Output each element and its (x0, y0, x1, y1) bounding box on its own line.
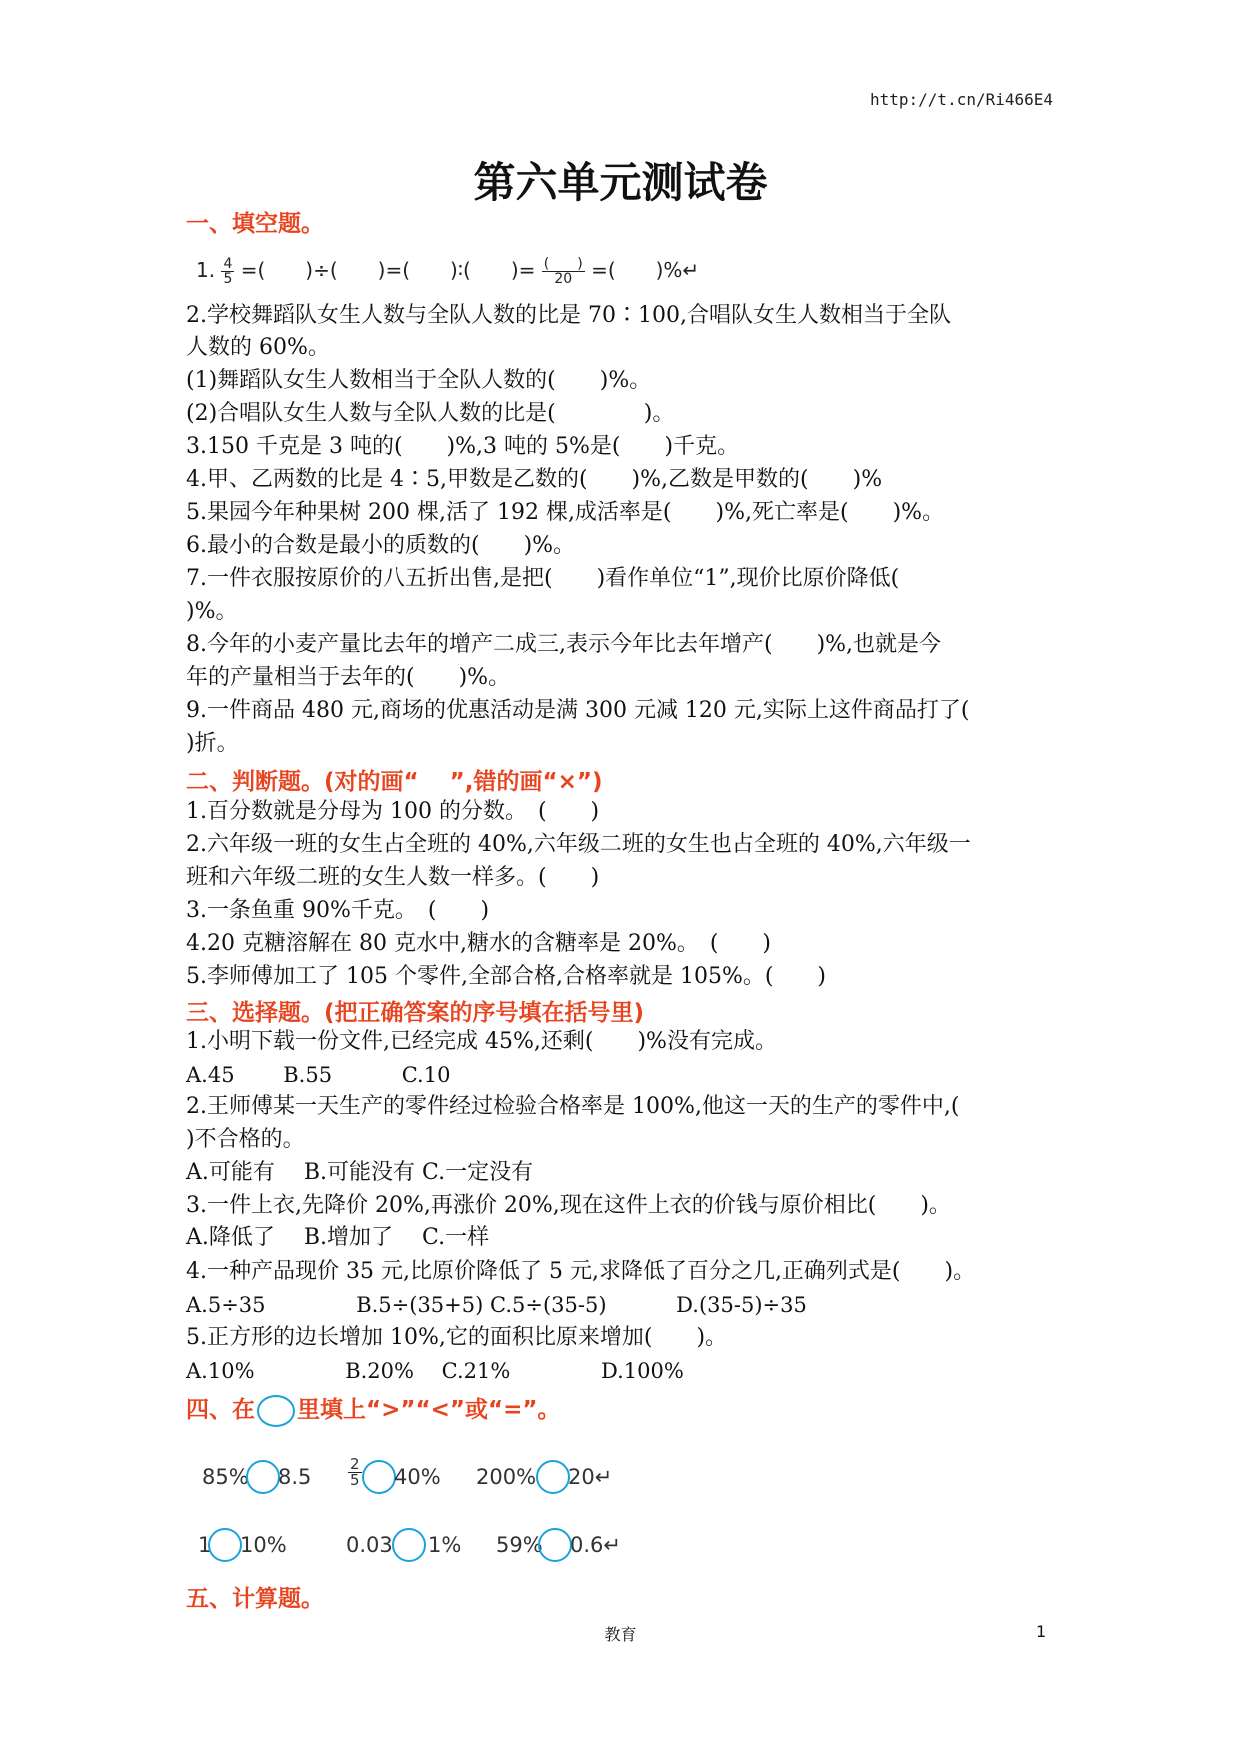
compare-right: 0.6↵ (570, 1533, 621, 1557)
q1-number: 1. (196, 258, 216, 282)
section-1-heading: 一、填空题。 (186, 211, 324, 237)
compare-left: 200% (476, 1465, 537, 1489)
compare-left: 59% (496, 1533, 543, 1557)
compare-right: 8.5 (278, 1465, 312, 1489)
question-2-2-line1: 2.六年级一班的女生占全班的 40%,六年级二班的女生也占全班的 40%,六年级一 (186, 832, 971, 857)
question-1-3: 3.150 千克是 3 吨的( )%,3 吨的 5%是( )千克。 (186, 434, 740, 459)
fraction-numerator: 2 (350, 1455, 360, 1473)
question-3-2-options: A.可能有 B.可能没有 C.一定没有 (186, 1160, 534, 1185)
fraction-denominator: 5 (350, 1471, 360, 1489)
question-1-9-line2: )折。 (186, 731, 239, 756)
question-1-2-line1: 2.学校舞蹈队女生人数与全队人数的比是 70∶100,合唱队女生人数相当于全队 (186, 303, 951, 328)
question-2-1: 1.百分数就是分母为 100 的分数。 ( ) (186, 799, 600, 824)
circle-icon (257, 1395, 295, 1427)
fraction (221, 257, 234, 286)
question-3-4: 4.一种产品现价 35 元,比原价降低了 5 元,求降低了百分之几,正确列式是( )。 (186, 1259, 976, 1284)
question-3-5: 5.正方形的边长增加 10%,它的面积比原来增加( )。 (186, 1325, 728, 1350)
answer-circle[interactable] (536, 1460, 570, 1494)
compare-right: 10% (240, 1533, 287, 1557)
question-1-9-line1: 9.一件商品 480 元,商场的优惠活动是满 300 元减 120 元,实际上这件商品打了( (186, 698, 970, 723)
q1-part2: =( )%↵ (591, 258, 700, 282)
section-4-heading-part2: 里填上“>”“<”或“=”。 (297, 1397, 561, 1423)
question-2-2-line2: 班和六年级二班的女生人数一样多。( ) (186, 865, 600, 890)
question-3-4-options: A.5÷35 B.5÷(35+5) C.5÷(35-5) D.(35-5)÷35 (186, 1293, 807, 1317)
answer-circle[interactable] (392, 1528, 426, 1562)
fraction-denominator: 5 (223, 271, 233, 287)
compare-left: 1 (198, 1533, 212, 1557)
question-1-8-line1: 8.今年的小麦产量比去年的增产二成三,表示今年比去年增产( )%,也就是今 (186, 632, 942, 657)
question-1-2-sub1: (1)舞蹈队女生人数相当于全队人数的( )%。 (186, 368, 652, 393)
question-1-2-sub2: (2)合唱队女生人数与全队人数的比是( )。 (186, 401, 675, 426)
compare-left: 85% (202, 1465, 249, 1489)
fraction-numerator: ( ) (543, 256, 583, 272)
compare-right: 1% (428, 1533, 462, 1557)
compare-right: 40% (394, 1465, 441, 1489)
section-4-heading-part1: 四、在 (186, 1397, 255, 1423)
fraction-numerator: 4 (223, 256, 233, 272)
question-2-3: 3.一条鱼重 90%千克。 ( ) (186, 898, 490, 923)
question-2-4: 4.20 克糖溶解在 80 克水中,糖水的含糖率是 20%。 ( ) (186, 931, 772, 956)
question-1-7-line1: 7.一件衣服按原价的八五折出售,是把( )看作单位“1”,现价比原价降低( (186, 566, 900, 591)
answer-circle[interactable] (362, 1460, 396, 1494)
source-url: http://t.cn/Ri466E4 (870, 90, 1054, 109)
question-1-8-line2: 年的产量相当于去年的( )%。 (186, 665, 511, 690)
q1-part1: =( )÷( )=( )∶( )= (240, 258, 536, 282)
fraction (542, 257, 585, 286)
answer-circle[interactable] (538, 1528, 572, 1562)
fraction-denominator: 20 (554, 271, 573, 287)
question-1-1 (196, 254, 699, 286)
page-title: 第六单元测试卷 (473, 158, 768, 207)
question-2-5: 5.李师傅加工了 105 个零件,全部合格,合格率就是 105%。( ) (186, 964, 827, 989)
question-3-1-options: A.45 B.55 C.10 (186, 1063, 451, 1087)
question-1-2-line2: 人数的 60%。 (186, 335, 330, 360)
question-1-5: 5.果园今年种果树 200 棵,活了 192 棵,成活率是( )%,死亡率是( )%。 (186, 500, 945, 525)
section-3-heading: 三、选择题。(把正确答案的序号填在括号里) (186, 1000, 645, 1026)
footer-center-text: 教育 (604, 1625, 637, 1644)
page-number: 1 (1036, 1622, 1047, 1641)
question-1-6: 6.最小的合数是最小的质数的( )%。 (186, 533, 576, 558)
answer-circle[interactable] (208, 1528, 242, 1562)
question-3-1: 1.小明下载一份文件,已经完成 45%,还剩( )%没有完成。 (186, 1029, 777, 1054)
question-3-3: 3.一件上衣,先降价 20%,再涨价 20%,现在这件上衣的价钱与原价相比( )。 (186, 1193, 951, 1218)
answer-circle[interactable] (246, 1460, 280, 1494)
question-3-2-line2: )不合格的。 (186, 1127, 305, 1152)
question-3-5-options: A.10% B.20% C.21% D.100% (186, 1359, 684, 1383)
compare-left-fraction (348, 1457, 362, 1488)
compare-right: 20↵ (568, 1465, 613, 1489)
section-4-heading (186, 1391, 561, 1427)
question-1-7-line2: )%。 (186, 599, 238, 624)
question-3-2-line1: 2.王师傅某一天生产的零件经过检验合格率是 100%,他这一天的生产的零件中,( (186, 1094, 960, 1119)
section-2-heading: 二、判断题。(对的画“ ”,错的画“×”) (186, 769, 603, 795)
fraction (348, 1457, 362, 1488)
section-5-heading: 五、计算题。 (186, 1586, 324, 1612)
compare-left: 0.03 (346, 1533, 393, 1557)
question-1-4: 4.甲、乙两数的比是 4∶5,甲数是乙数的( )%,乙数是甲数的( )% (186, 467, 883, 492)
question-3-3-options: A.降低了 B.增加了 C.一样 (186, 1225, 490, 1250)
